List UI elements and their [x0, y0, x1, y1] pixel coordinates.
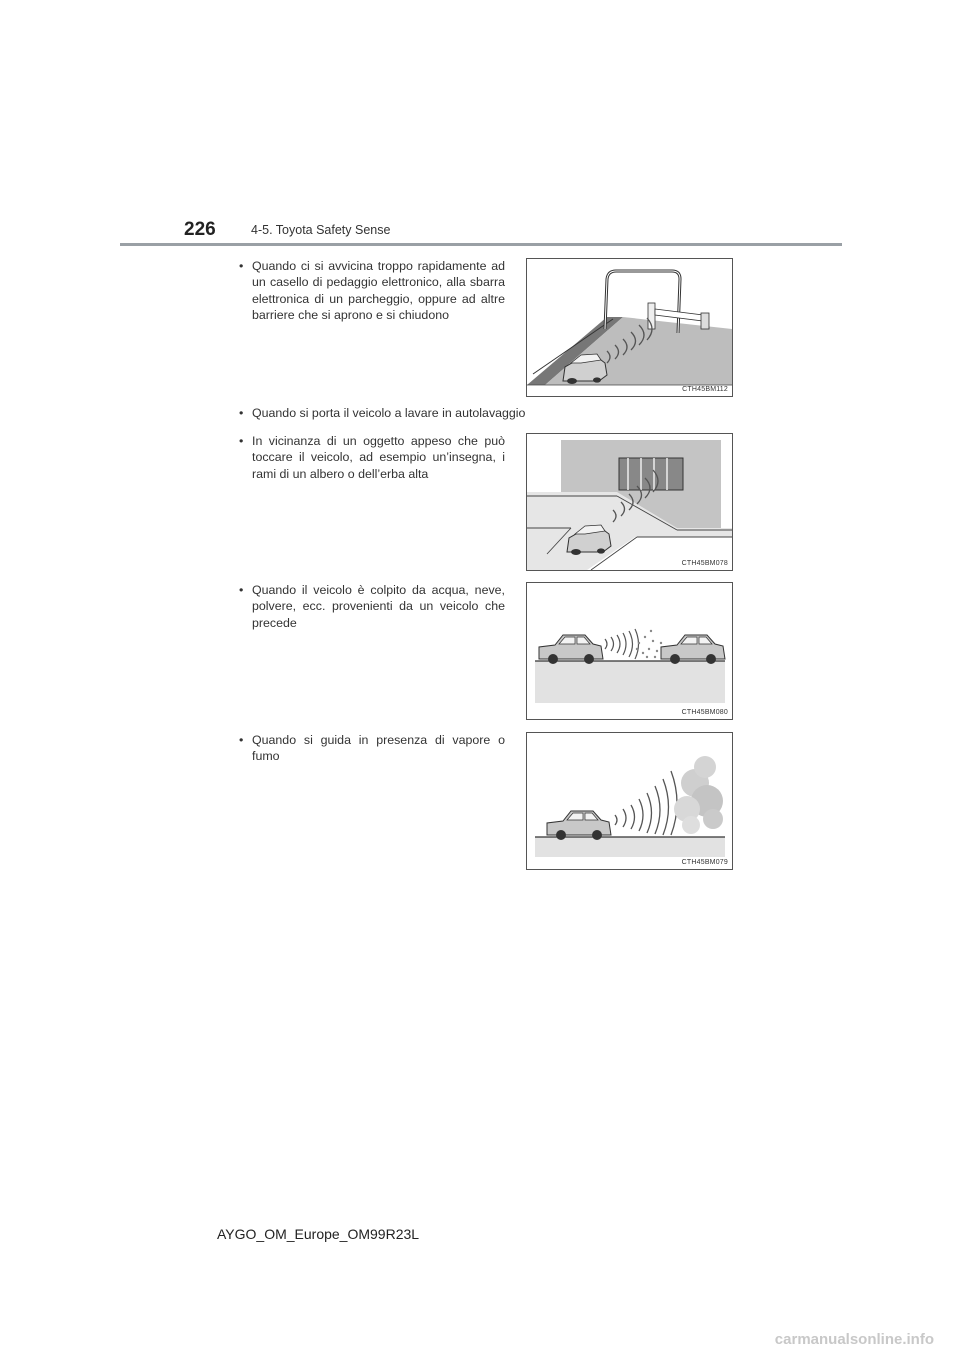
bullet-text: Quando il veicolo è colpito da acqua, neve, polvere, ecc. provenienti da un veicolo che precede [252, 583, 505, 630]
bullet-toll-barrier [239, 258, 505, 324]
sensor-wave-icon [615, 771, 677, 835]
car-icon [547, 811, 611, 840]
header-rule [120, 243, 842, 246]
watermark: carmanualsonline.info [774, 1331, 934, 1348]
bullet-text: Quando ci si avvicina troppo rapidamente ad un casello di pedaggio elettronico, alla sbarra elettronica di un parcheggio, oppure ad altre barriere che si aprono e si chiudono [252, 259, 505, 323]
page-number: 226 [184, 219, 216, 240]
bullet-marker: • [239, 259, 244, 273]
figure-code: CTH45BM080 [681, 709, 728, 716]
bullet-hanging-object [239, 433, 505, 482]
document-id: AYGO_OM_Europe_OM99R23L [217, 1226, 420, 1242]
spray-dots-icon [636, 630, 664, 658]
smoke-cloud-icon [674, 756, 723, 834]
figure-hanging-object [526, 433, 733, 571]
bullet-marker: • [239, 406, 244, 420]
spray-illustration [527, 583, 732, 719]
leading-car-icon [661, 635, 725, 664]
figure-steam-smoke [526, 732, 733, 870]
car-icon [539, 635, 603, 664]
bullet-marker: • [239, 733, 244, 747]
bullet-text: In vicinanza di un oggetto appeso che può toccare il veicolo, ad esempio un’insegna, i rami di un albero o dell’erba alta [252, 434, 505, 481]
figure-spray-from-vehicle [526, 582, 733, 720]
bullet-marker: • [239, 434, 244, 448]
hanging-object-illustration [527, 434, 732, 570]
figure-code: CTH45BM112 [682, 386, 728, 393]
bullet-spray-from-vehicle [239, 582, 505, 631]
figure-toll-barrier [526, 258, 733, 397]
bullet-steam-smoke [239, 732, 505, 765]
bullet-text: Quando si guida in presenza di vapore o fumo [252, 733, 505, 764]
hanging-curtain-icon [619, 458, 683, 490]
bullet-marker: • [239, 583, 244, 597]
bullet-car-wash [239, 405, 569, 421]
section-title: 4-5. Toyota Safety Sense [251, 223, 391, 237]
sensor-wave-icon [605, 629, 639, 659]
smoke-illustration [527, 733, 732, 869]
toll-barrier-illustration [527, 259, 732, 396]
figure-code: CTH45BM078 [681, 560, 728, 567]
figure-code: CTH45BM079 [681, 859, 728, 866]
bullet-text: Quando si porta il veicolo a lavare in autolavaggio [252, 406, 526, 420]
